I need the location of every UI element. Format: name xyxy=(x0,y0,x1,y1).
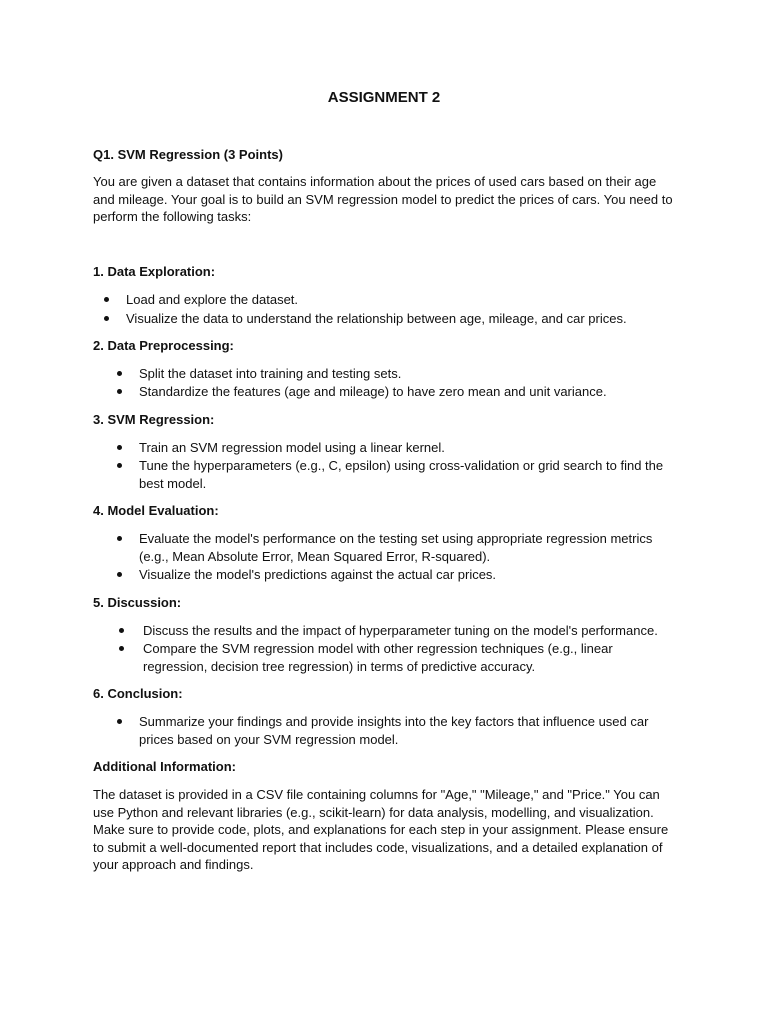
bullet-text: Tune the hyperparameters (e.g., C, epsilon) using cross-validation or grid search to find the xyxy=(139,458,664,473)
bullet-text: Compare the SVM regression model with other regression techniques (e.g., linear xyxy=(143,641,613,656)
intro-line: perform the following tasks: xyxy=(93,209,252,224)
bullet-text: Visualize the data to understand the relationship between age, mileage, and car prices. xyxy=(126,311,627,326)
bullet-icon xyxy=(104,297,109,302)
paragraph-line: to submit a well-documented report that includes code, visualizations, and a detailed explanation of xyxy=(93,840,663,855)
intro-line: You are given a dataset that contains information about the prices of used cars based on their age xyxy=(93,174,657,189)
section-heading: 1. Data Exploration: xyxy=(93,264,216,279)
bullet-icon xyxy=(117,389,122,394)
bullet-text: Summarize your findings and provide insights into the key factors that influence used car xyxy=(139,714,649,729)
bullet-text: best model. xyxy=(139,476,207,491)
document-title: ASSIGNMENT 2 xyxy=(327,89,441,106)
question-heading: Q1. SVM Regression (3 Points) xyxy=(93,147,283,162)
section-heading: 2. Data Preprocessing: xyxy=(93,338,234,353)
bullet-text: (e.g., Mean Absolute Error, Mean Squared Error, R-squared). xyxy=(139,549,491,564)
bullet-icon xyxy=(117,572,122,577)
bullet-icon xyxy=(119,646,124,651)
bullet-icon xyxy=(117,445,122,450)
bullet-text: Load and explore the dataset. xyxy=(126,292,299,307)
bullet-text: Train an SVM regression model using a linear kernel. xyxy=(139,440,445,455)
bullet-icon xyxy=(117,536,122,541)
section-heading: 3. SVM Regression: xyxy=(93,412,215,427)
paragraph-line: The dataset is provided in a CSV file containing columns for "Age," "Mileage," and "Price." You can xyxy=(93,787,660,802)
bullet-text: regression, decision tree regression) in terms of predictive accuracy. xyxy=(143,659,536,674)
bullet-text: Visualize the model's predictions against the actual car prices. xyxy=(139,567,497,582)
bullet-text: prices based on your SVM regression model. xyxy=(139,732,399,747)
intro-line: and mileage. Your goal is to build an SVM regression model to predict the prices of cars. You need to xyxy=(93,192,673,207)
bullet-text: Evaluate the model's performance on the testing set using appropriate regression metrics xyxy=(139,531,653,546)
bullet-text: Discuss the results and the impact of hyperparameter tuning on the model's performance. xyxy=(143,623,658,638)
section-heading: 5. Discussion: xyxy=(93,595,182,610)
bullet-icon xyxy=(117,719,122,724)
bullet-icon xyxy=(117,371,122,376)
bullet-icon xyxy=(117,463,122,468)
bullet-icon xyxy=(104,316,109,321)
additional-heading: Additional Information: xyxy=(93,759,236,774)
bullet-text: Split the dataset into training and testing sets. xyxy=(139,366,402,381)
paragraph-line: use Python and relevant libraries (e.g., scikit-learn) for data analysis, modelling, and visualization. xyxy=(93,805,654,820)
paragraph-line: Make sure to provide code, plots, and explanations for each step in your assignment. Please ensure xyxy=(93,822,669,837)
bullet-text: Standardize the features (age and mileage) to have zero mean and unit variance. xyxy=(139,384,607,399)
section-heading: 4. Model Evaluation: xyxy=(93,503,219,518)
section-heading: 6. Conclusion: xyxy=(93,686,183,701)
paragraph-line: your approach and findings. xyxy=(93,857,254,872)
bullet-icon xyxy=(119,628,124,633)
